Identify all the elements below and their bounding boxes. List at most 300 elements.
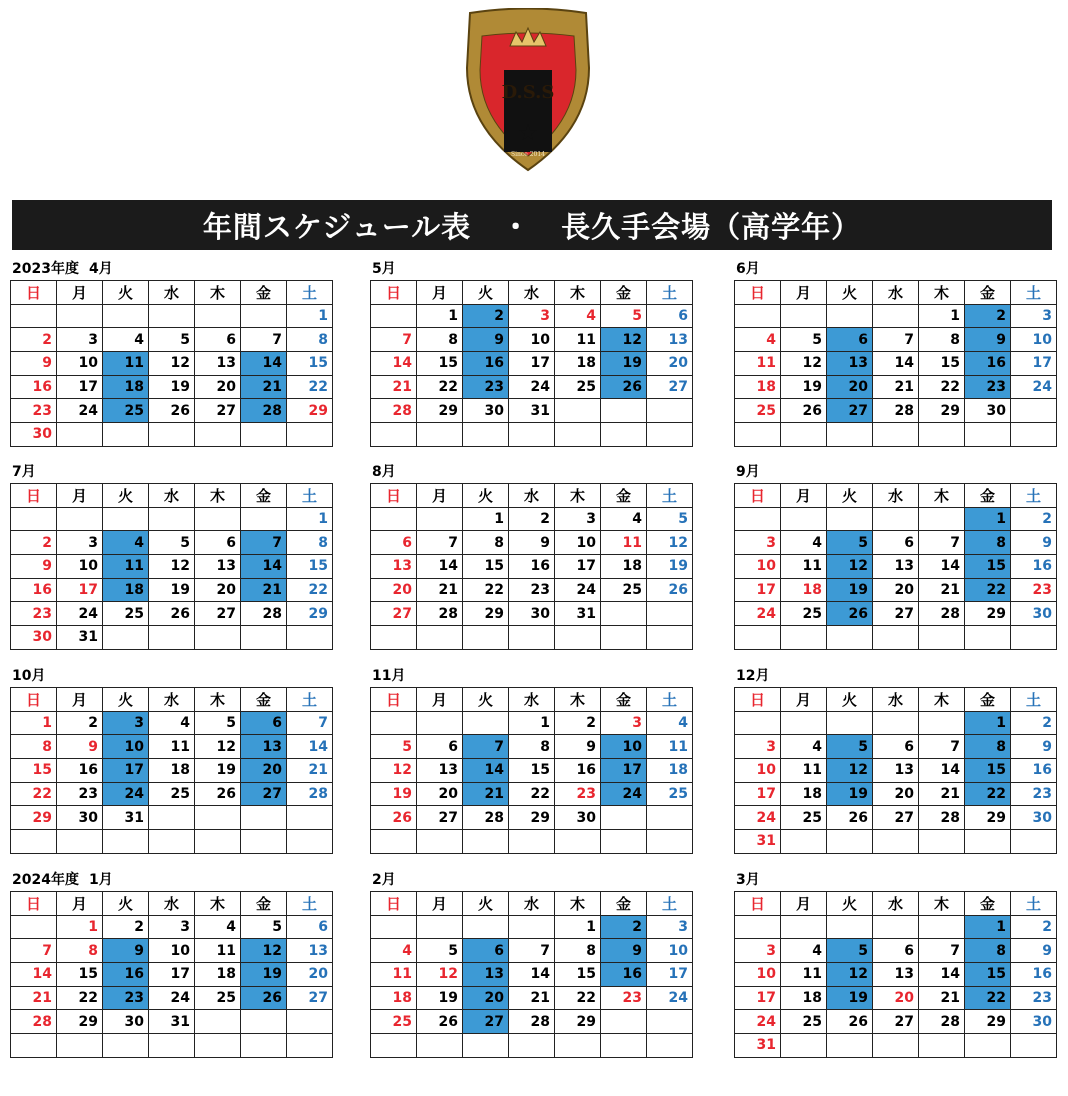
weekday-header: 金 — [965, 892, 1011, 916]
calendar-grid — [10, 280, 333, 447]
empty-cell — [965, 1034, 1011, 1058]
day-cell: 31 — [555, 602, 601, 626]
week-row — [735, 328, 1057, 352]
empty-cell — [601, 830, 647, 854]
practice-day-cell: 20 — [827, 375, 873, 399]
day-cell: 9 — [11, 352, 57, 376]
month-calendar — [10, 258, 332, 447]
weekday-header-row — [371, 281, 693, 305]
practice-day-cell: 4 — [103, 531, 149, 555]
day-cell: 13 — [873, 555, 919, 579]
day-cell: 30 — [1011, 1010, 1057, 1034]
empty-cell — [509, 1034, 555, 1058]
day-cell: 2 — [1011, 711, 1057, 735]
week-row — [11, 399, 333, 423]
empty-cell — [735, 423, 781, 447]
day-cell: 20 — [417, 782, 463, 806]
weekday-header: 月 — [57, 281, 103, 305]
practice-day-cell: 1 — [965, 507, 1011, 531]
empty-cell — [509, 915, 555, 939]
day-cell: 11 — [781, 555, 827, 579]
practice-day-cell: 6 — [463, 939, 509, 963]
day-cell: 20 — [371, 578, 417, 602]
day-cell: 18 — [371, 986, 417, 1010]
empty-cell — [371, 830, 417, 854]
week-row — [371, 782, 693, 806]
practice-day-cell: 14 — [241, 352, 287, 376]
day-cell: 2 — [1011, 507, 1057, 531]
empty-cell — [195, 830, 241, 854]
practice-day-cell: 19 — [827, 986, 873, 1010]
empty-cell — [11, 830, 57, 854]
week-row — [11, 555, 333, 579]
practice-day-cell: 17 — [601, 759, 647, 783]
day-cell: 1 — [919, 304, 965, 328]
day-cell: 24 — [57, 602, 103, 626]
weekday-header: 火 — [103, 484, 149, 508]
day-cell: 11 — [195, 939, 241, 963]
empty-cell — [417, 1034, 463, 1058]
weekday-header: 水 — [149, 484, 195, 508]
day-cell: 16 — [11, 375, 57, 399]
day-cell: 8 — [509, 735, 555, 759]
day-cell: 30 — [11, 423, 57, 447]
practice-day-cell: 23 — [463, 375, 509, 399]
day-cell: 14 — [509, 963, 555, 987]
day-cell: 7 — [919, 939, 965, 963]
weekday-header: 水 — [873, 892, 919, 916]
weekday-header: 日 — [371, 484, 417, 508]
day-cell: 7 — [417, 531, 463, 555]
day-cell: 17 — [735, 782, 781, 806]
day-cell: 11 — [735, 352, 781, 376]
practice-day-cell: 28 — [241, 399, 287, 423]
empty-cell — [149, 423, 195, 447]
weekday-header: 土 — [1011, 892, 1057, 916]
empty-cell — [195, 626, 241, 650]
empty-cell — [463, 711, 509, 735]
practice-day-cell: 24 — [103, 782, 149, 806]
day-cell: 30 — [57, 806, 103, 830]
empty-cell — [647, 626, 693, 650]
weekday-header: 日 — [11, 281, 57, 305]
empty-cell — [647, 399, 693, 423]
week-row — [735, 915, 1057, 939]
day-cell: 29 — [509, 806, 555, 830]
day-cell: 27 — [873, 806, 919, 830]
day-cell: 14 — [371, 352, 417, 376]
empty-cell — [371, 423, 417, 447]
week-row — [371, 375, 693, 399]
day-cell: 5 — [647, 507, 693, 531]
practice-day-cell: 17 — [103, 759, 149, 783]
day-cell: 3 — [735, 735, 781, 759]
day-cell: 28 — [463, 806, 509, 830]
day-cell: 23 — [1011, 986, 1057, 1010]
weekday-header: 水 — [873, 281, 919, 305]
day-cell: 28 — [241, 602, 287, 626]
day-cell: 7 — [11, 939, 57, 963]
weekday-header: 土 — [647, 281, 693, 305]
day-cell: 14 — [417, 555, 463, 579]
week-row — [11, 352, 333, 376]
empty-cell — [1011, 399, 1057, 423]
weekday-header: 木 — [555, 688, 601, 712]
empty-cell — [647, 806, 693, 830]
weekday-header: 土 — [287, 892, 333, 916]
weekday-header: 日 — [735, 688, 781, 712]
day-cell: 17 — [57, 578, 103, 602]
practice-day-cell: 26 — [827, 602, 873, 626]
practice-day-cell: 22 — [965, 578, 1011, 602]
day-cell: 28 — [873, 399, 919, 423]
weekday-header: 月 — [781, 281, 827, 305]
empty-cell — [103, 626, 149, 650]
day-cell: 26 — [827, 1010, 873, 1034]
empty-cell — [103, 830, 149, 854]
day-cell: 14 — [919, 555, 965, 579]
day-cell: 15 — [57, 963, 103, 987]
day-cell: 28 — [509, 1010, 555, 1034]
empty-cell — [463, 1034, 509, 1058]
empty-cell — [827, 626, 873, 650]
weekday-header-row — [735, 484, 1057, 508]
week-row — [735, 1034, 1057, 1058]
day-cell: 18 — [149, 759, 195, 783]
day-cell: 13 — [371, 555, 417, 579]
weekday-header: 土 — [647, 892, 693, 916]
day-cell: 26 — [781, 399, 827, 423]
practice-day-cell: 1 — [965, 711, 1011, 735]
day-cell: 30 — [555, 806, 601, 830]
empty-cell — [781, 711, 827, 735]
week-row — [735, 507, 1057, 531]
practice-day-cell: 27 — [241, 782, 287, 806]
weekday-header: 金 — [965, 281, 1011, 305]
empty-cell — [647, 423, 693, 447]
day-cell: 22 — [509, 782, 555, 806]
empty-cell — [919, 915, 965, 939]
day-cell: 24 — [735, 1010, 781, 1034]
day-cell: 9 — [57, 735, 103, 759]
day-cell: 13 — [873, 963, 919, 987]
week-row — [735, 304, 1057, 328]
day-cell: 25 — [149, 782, 195, 806]
month-title — [734, 258, 1056, 280]
weekday-header: 土 — [287, 688, 333, 712]
month-calendar — [10, 665, 332, 854]
day-cell: 9 — [11, 555, 57, 579]
empty-cell — [735, 626, 781, 650]
day-cell: 10 — [735, 759, 781, 783]
day-cell: 24 — [555, 578, 601, 602]
day-cell: 12 — [781, 352, 827, 376]
weekday-header: 木 — [919, 892, 965, 916]
weekday-header: 火 — [463, 281, 509, 305]
day-cell: 5 — [149, 328, 195, 352]
empty-cell — [555, 399, 601, 423]
empty-cell — [555, 626, 601, 650]
day-cell: 14 — [919, 963, 965, 987]
day-cell: 22 — [287, 578, 333, 602]
week-row — [371, 735, 693, 759]
week-row — [11, 375, 333, 399]
empty-cell — [195, 507, 241, 531]
month-calendar — [734, 665, 1056, 854]
week-row — [11, 963, 333, 987]
day-cell: 10 — [735, 963, 781, 987]
day-cell: 30 — [1011, 806, 1057, 830]
week-row — [11, 328, 333, 352]
weekday-header: 水 — [509, 892, 555, 916]
practice-day-cell: 2 — [965, 304, 1011, 328]
empty-cell — [647, 1010, 693, 1034]
logo-text: D.S.S — [501, 82, 555, 103]
day-cell: 20 — [195, 578, 241, 602]
day-cell: 3 — [735, 939, 781, 963]
weekday-header: 日 — [371, 688, 417, 712]
day-cell: 10 — [647, 939, 693, 963]
empty-cell — [241, 806, 287, 830]
day-cell: 29 — [965, 1010, 1011, 1034]
day-cell: 21 — [417, 578, 463, 602]
week-row — [11, 830, 333, 854]
practice-day-cell: 19 — [827, 578, 873, 602]
day-cell: 25 — [601, 578, 647, 602]
practice-day-cell: 12 — [601, 328, 647, 352]
empty-cell — [1011, 626, 1057, 650]
weekday-header: 火 — [827, 281, 873, 305]
day-cell: 22 — [919, 375, 965, 399]
week-row — [11, 806, 333, 830]
day-cell: 14 — [287, 735, 333, 759]
empty-cell — [647, 830, 693, 854]
weekday-header-row — [371, 688, 693, 712]
week-row — [11, 782, 333, 806]
day-cell: 25 — [371, 1010, 417, 1034]
empty-cell — [827, 915, 873, 939]
day-cell: 24 — [735, 602, 781, 626]
practice-day-cell: 21 — [241, 375, 287, 399]
day-cell: 8 — [919, 328, 965, 352]
week-row — [371, 626, 693, 650]
day-cell: 8 — [555, 939, 601, 963]
empty-cell — [11, 304, 57, 328]
practice-day-cell: 16 — [103, 963, 149, 987]
day-cell: 27 — [287, 986, 333, 1010]
week-row — [735, 626, 1057, 650]
day-cell: 29 — [555, 1010, 601, 1034]
day-cell: 31 — [735, 830, 781, 854]
day-cell: 26 — [149, 602, 195, 626]
week-row — [735, 806, 1057, 830]
day-cell: 30 — [463, 399, 509, 423]
day-cell: 12 — [195, 735, 241, 759]
month-title — [734, 461, 1056, 483]
calendar-grid — [10, 687, 333, 854]
weekday-header: 日 — [735, 892, 781, 916]
empty-cell — [417, 830, 463, 854]
fiscal-year-label: 2024年度 — [12, 872, 79, 888]
practice-day-cell: 8 — [965, 531, 1011, 555]
empty-cell — [57, 830, 103, 854]
day-cell: 18 — [781, 986, 827, 1010]
empty-cell — [287, 1034, 333, 1058]
practice-day-cell: 12 — [827, 759, 873, 783]
week-row — [371, 352, 693, 376]
day-cell: 2 — [11, 531, 57, 555]
empty-cell — [417, 711, 463, 735]
practice-day-cell: 10 — [103, 735, 149, 759]
empty-cell — [195, 304, 241, 328]
logo-since: Since 2014 — [511, 151, 545, 158]
weekday-header: 水 — [149, 281, 195, 305]
day-cell: 16 — [11, 578, 57, 602]
day-cell: 5 — [241, 915, 287, 939]
day-cell: 1 — [555, 915, 601, 939]
day-cell: 25 — [103, 602, 149, 626]
calendar-grid — [734, 891, 1057, 1058]
month-label: 2月 — [372, 872, 396, 888]
day-cell: 24 — [57, 399, 103, 423]
empty-cell — [417, 507, 463, 531]
practice-day-cell: 12 — [827, 555, 873, 579]
empty-cell — [149, 626, 195, 650]
day-cell: 29 — [965, 602, 1011, 626]
weekday-header: 日 — [371, 892, 417, 916]
practice-day-cell: 13 — [827, 352, 873, 376]
week-row — [371, 711, 693, 735]
week-row — [11, 1034, 333, 1058]
day-cell: 23 — [57, 782, 103, 806]
week-row — [735, 711, 1057, 735]
week-row — [11, 626, 333, 650]
day-cell: 4 — [781, 939, 827, 963]
week-row — [735, 986, 1057, 1010]
practice-day-cell: 27 — [463, 1010, 509, 1034]
empty-cell — [827, 304, 873, 328]
empty-cell — [873, 626, 919, 650]
empty-cell — [601, 602, 647, 626]
day-cell: 27 — [195, 399, 241, 423]
day-cell: 5 — [601, 304, 647, 328]
day-cell: 15 — [919, 352, 965, 376]
week-row — [11, 711, 333, 735]
day-cell: 17 — [647, 963, 693, 987]
weekday-header-row — [11, 281, 333, 305]
day-cell: 25 — [647, 782, 693, 806]
day-cell: 13 — [873, 759, 919, 783]
day-cell: 14 — [873, 352, 919, 376]
day-cell: 25 — [195, 986, 241, 1010]
day-cell: 1 — [11, 711, 57, 735]
empty-cell — [781, 915, 827, 939]
empty-cell — [827, 711, 873, 735]
weekday-header: 土 — [287, 484, 333, 508]
weekday-header: 月 — [781, 484, 827, 508]
day-cell: 19 — [149, 578, 195, 602]
practice-day-cell: 8 — [965, 939, 1011, 963]
day-cell: 4 — [647, 711, 693, 735]
empty-cell — [241, 1010, 287, 1034]
day-cell: 16 — [1011, 759, 1057, 783]
day-cell: 17 — [1011, 352, 1057, 376]
empty-cell — [103, 423, 149, 447]
day-cell: 9 — [1011, 531, 1057, 555]
day-cell: 15 — [463, 555, 509, 579]
week-row — [735, 531, 1057, 555]
day-cell: 16 — [1011, 963, 1057, 987]
day-cell: 15 — [417, 352, 463, 376]
practice-day-cell: 22 — [965, 986, 1011, 1010]
week-row — [371, 578, 693, 602]
empty-cell — [555, 1034, 601, 1058]
day-cell: 6 — [417, 735, 463, 759]
weekday-header: 金 — [241, 281, 287, 305]
empty-cell — [509, 423, 555, 447]
week-row — [11, 507, 333, 531]
empty-cell — [781, 304, 827, 328]
day-cell: 10 — [57, 555, 103, 579]
weekday-header: 日 — [11, 484, 57, 508]
day-cell: 28 — [11, 1010, 57, 1034]
weekday-header: 水 — [873, 484, 919, 508]
practice-day-cell: 26 — [241, 986, 287, 1010]
day-cell: 22 — [57, 986, 103, 1010]
weekday-header: 土 — [647, 484, 693, 508]
month-calendar — [734, 869, 1056, 1058]
day-cell: 29 — [965, 806, 1011, 830]
practice-day-cell: 9 — [103, 939, 149, 963]
practice-day-cell: 19 — [601, 352, 647, 376]
day-cell: 24 — [1011, 375, 1057, 399]
practice-day-cell: 5 — [827, 735, 873, 759]
day-cell: 8 — [417, 328, 463, 352]
day-cell: 12 — [149, 555, 195, 579]
empty-cell — [735, 915, 781, 939]
practice-day-cell: 1 — [965, 915, 1011, 939]
day-cell: 27 — [417, 806, 463, 830]
day-cell: 1 — [287, 304, 333, 328]
day-cell: 3 — [57, 531, 103, 555]
calendar-grid — [370, 687, 693, 854]
day-cell: 21 — [371, 375, 417, 399]
day-cell: 6 — [195, 328, 241, 352]
month-title — [734, 869, 1056, 891]
month-calendar — [10, 869, 332, 1058]
day-cell: 15 — [287, 352, 333, 376]
empty-cell — [919, 830, 965, 854]
week-row — [371, 423, 693, 447]
weekday-header: 金 — [601, 892, 647, 916]
day-cell: 8 — [287, 531, 333, 555]
empty-cell — [781, 423, 827, 447]
empty-cell — [149, 1034, 195, 1058]
day-cell: 28 — [417, 602, 463, 626]
calendar-grid — [10, 483, 333, 650]
practice-day-cell: 9 — [463, 328, 509, 352]
month-calendar — [10, 461, 332, 650]
empty-cell — [735, 507, 781, 531]
day-cell: 28 — [919, 1010, 965, 1034]
day-cell: 17 — [555, 555, 601, 579]
weekday-header: 水 — [149, 892, 195, 916]
empty-cell — [735, 711, 781, 735]
day-cell: 21 — [509, 986, 555, 1010]
week-row — [371, 507, 693, 531]
calendar-grid — [10, 891, 333, 1058]
weekday-header: 水 — [149, 688, 195, 712]
